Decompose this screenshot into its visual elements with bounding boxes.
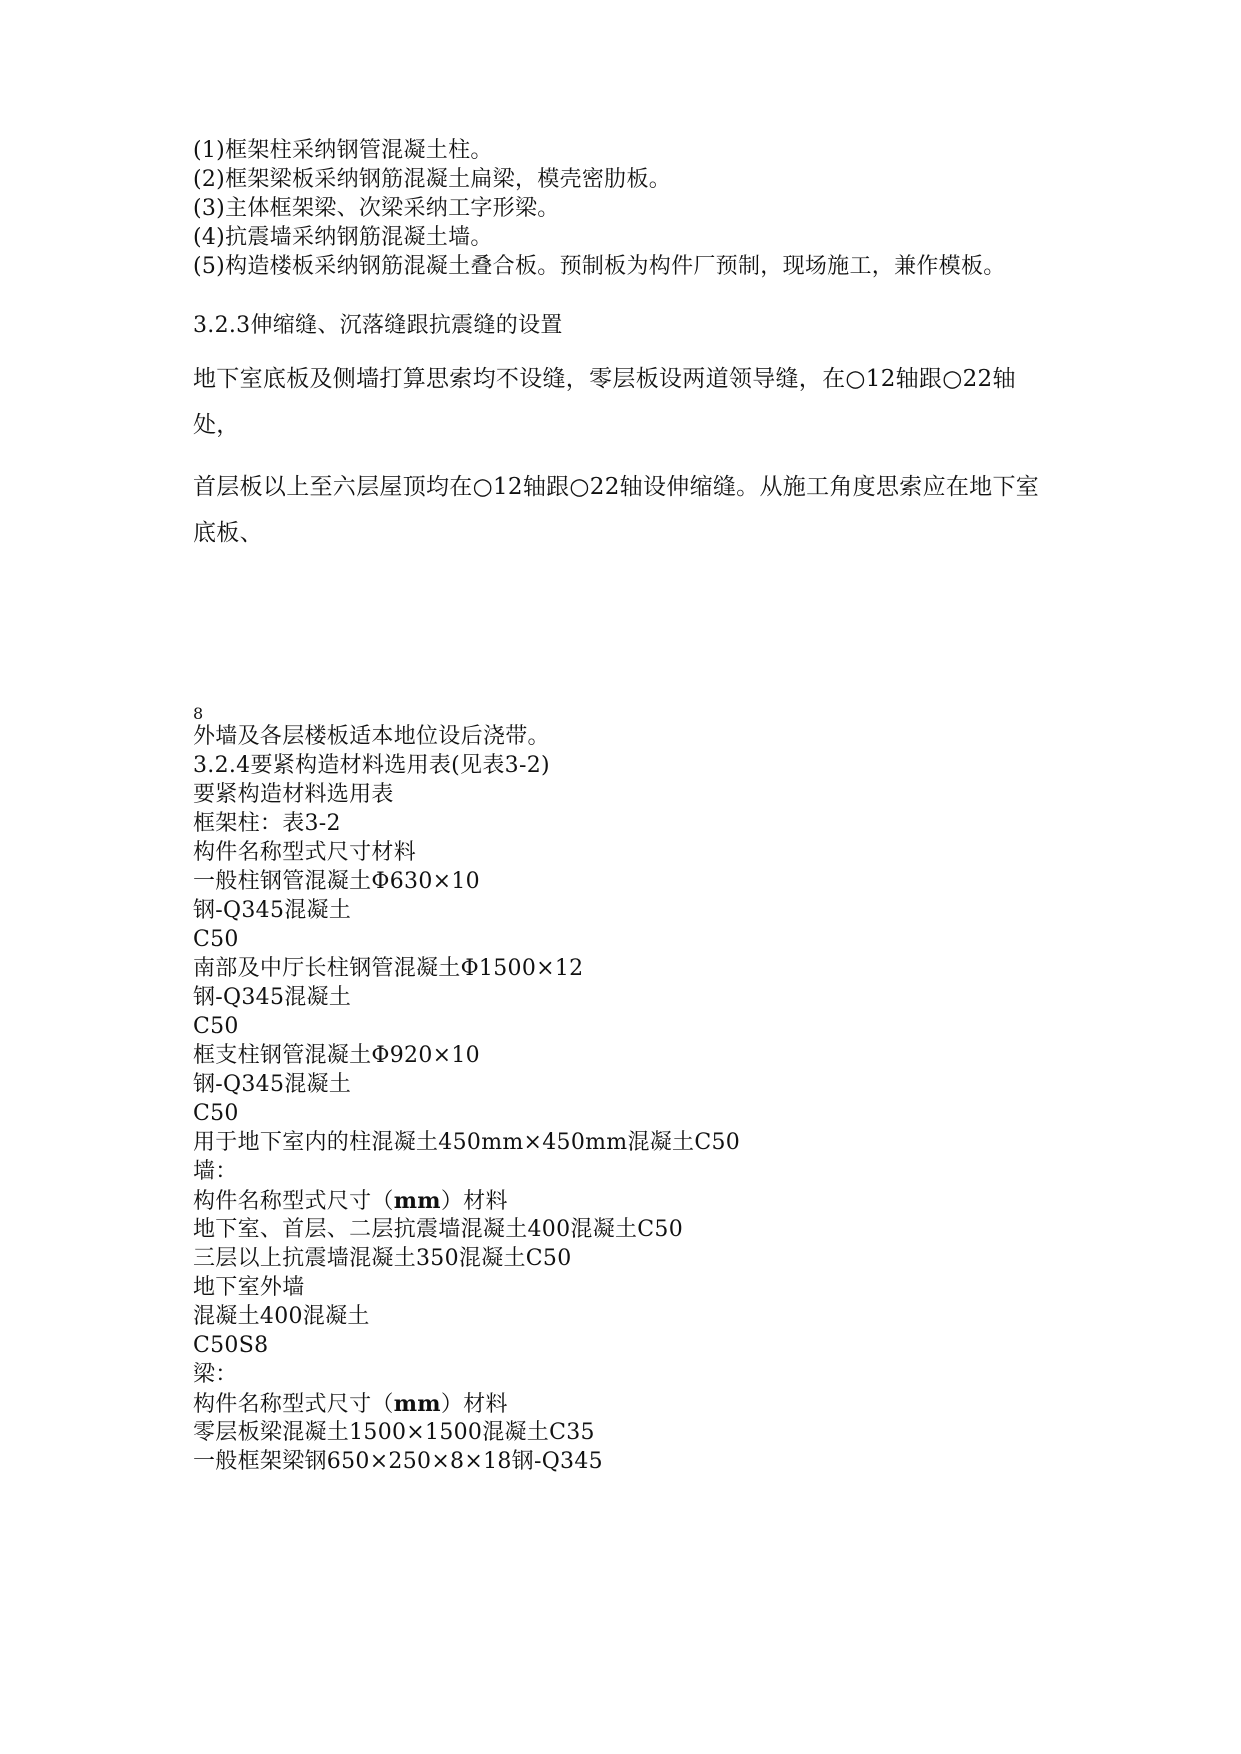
list-item-3: (3)主体框架梁、次梁采纳工字形梁。 [193, 196, 560, 221]
table-row: C50 [193, 1101, 239, 1126]
table-row: 地下室、首层、二层抗震墙混凝土400混凝土C50 [193, 1217, 684, 1242]
beam-table-header [193, 1389, 508, 1420]
table-row: C50 [193, 1014, 239, 1039]
table-row: 钢-Q345混凝土 [193, 1072, 352, 1097]
list-item-4: (4)抗震墙采纳钢筋混凝土墙。 [193, 225, 493, 250]
header-text: 构件名称型式尺寸（ [193, 1189, 394, 1214]
section-heading-3-2-4: 3.2.4要紧构造材料选用表(见表3-2) [193, 753, 550, 778]
wall-group-label: 墙： [193, 1159, 238, 1184]
table-row: 一般柱钢管混凝土Φ630×10 [193, 869, 480, 894]
section-heading-3-2-3: 3.2.3伸缩缝、沉落缝跟抗震缝的设置 [193, 313, 563, 338]
page-number: 8 [193, 704, 204, 723]
text-line: 外墙及各层楼板适本地位设后浇带。 [193, 724, 550, 749]
column-table-header: 构件名称型式尺寸材料 [193, 840, 417, 865]
paragraph-joints-2: 首层板以上至六层屋顶均在○12轴跟○22轴设伸缩缝。从施工角度思索应在地下室底板、 [193, 474, 1040, 546]
header-text: ）材料 [440, 1189, 508, 1214]
table-row: 混凝土400混凝土 [193, 1304, 370, 1329]
header-unit: mm [393, 1391, 441, 1417]
table-row: 三层以上抗震墙混凝土350混凝土C50 [193, 1246, 572, 1271]
table-row: 零层板梁混凝土1500×1500混凝土C35 [193, 1420, 595, 1445]
table-title: 要紧构造材料选用表 [193, 782, 394, 807]
column-group-label: 框架柱：表3-2 [193, 811, 341, 836]
table-row: 钢-Q345混凝土 [193, 985, 352, 1010]
wall-table-header [193, 1186, 508, 1217]
list-item-1: (1)框架柱采纳钢管混凝土柱。 [193, 138, 493, 163]
table-row: C50S8 [193, 1333, 269, 1358]
header-unit: mm [393, 1188, 441, 1214]
table-row: 一般框架梁钢650×250×8×18钢-Q345 [193, 1449, 603, 1474]
beam-group-label: 梁： [193, 1362, 238, 1387]
header-text: ）材料 [440, 1392, 508, 1417]
table-row: 南部及中厅长柱钢管混凝土Φ1500×12 [193, 956, 584, 981]
table-row: C50 [193, 927, 239, 952]
list-item-5: (5)构造楼板采纳钢筋混凝土叠合板。预制板为构件厂预制，现场施工，兼作模板。 [193, 254, 1006, 279]
list-item-2: (2)框架梁板采纳钢筋混凝土扁梁，模壳密肋板。 [193, 167, 672, 192]
header-text: 构件名称型式尺寸（ [193, 1392, 394, 1417]
table-row: 用于地下室内的柱混凝土450mm×450mm混凝土C50 [193, 1130, 741, 1155]
table-row: 钢-Q345混凝土 [193, 898, 352, 923]
table-row: 框支柱钢管混凝土Φ920×10 [193, 1043, 480, 1068]
table-row: 地下室外墙 [193, 1275, 305, 1300]
paragraph-joints-1: 地下室底板及侧墙打算思索均不设缝，零层板设两道领导缝，在○12轴跟○22轴处， [193, 366, 1016, 438]
